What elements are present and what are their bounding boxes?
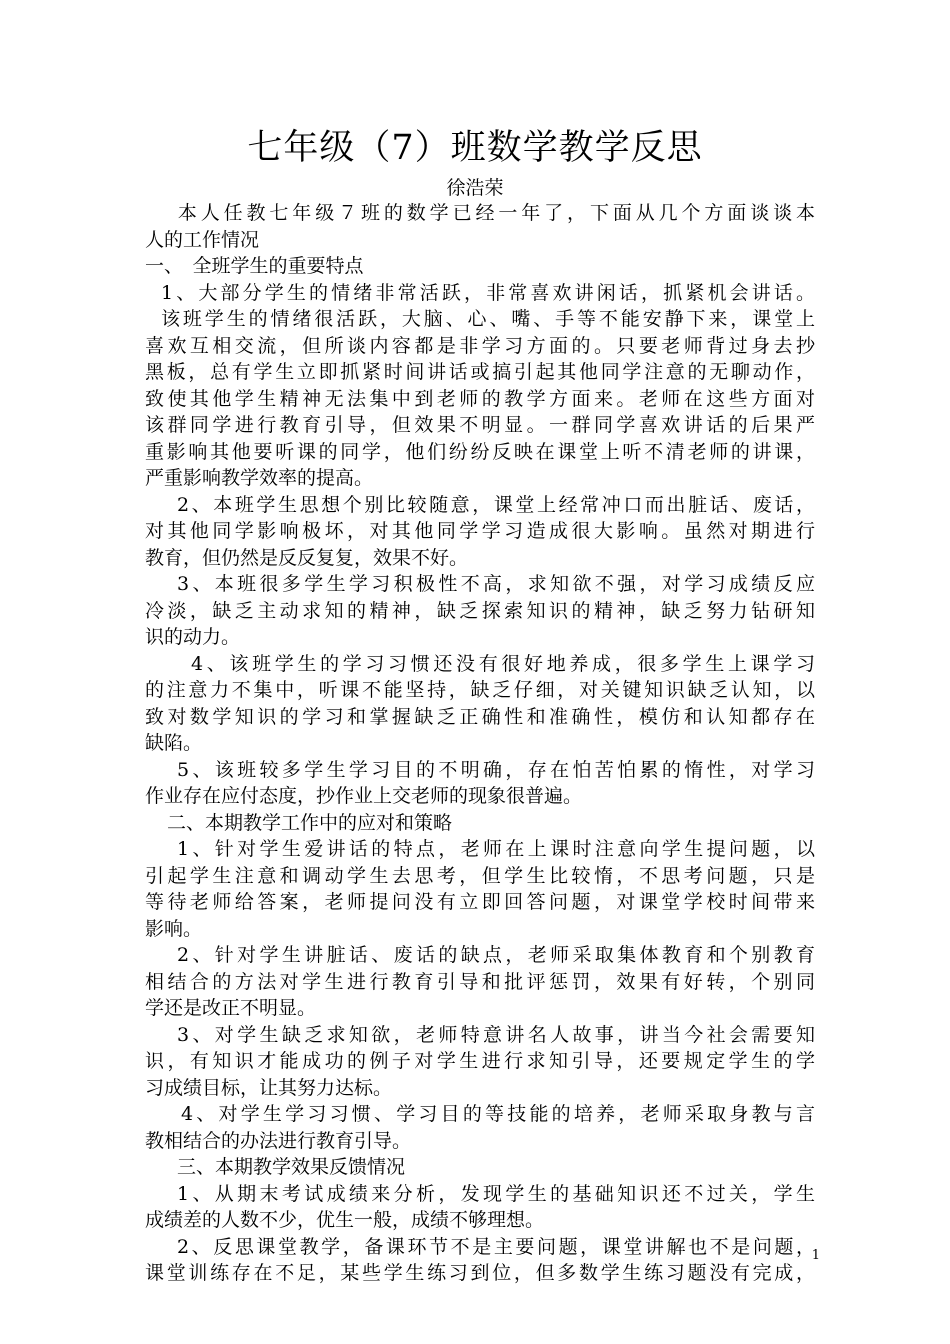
body-line: 教相结合的办法进行教育引导。 — [145, 1129, 412, 1152]
body-line: 致使其他学生精神无法集中到老师的教学方面来。老师在这些方面对 — [145, 387, 815, 410]
body-line: 等待老师给答案，老师提问没有立即回答问题，对课堂学校时间带来 — [145, 891, 815, 913]
body-line: 致对数学知识的学习和掌握缺乏正确性和准确性，模仿和认知都存在 — [145, 705, 815, 728]
body-line: 4、对学生学习习惯、学习目的等技能的培养，老师采取身教与言 — [181, 1103, 815, 1125]
body-line: 成绩差的人数不少，优生一般，成绩不够理想。 — [145, 1209, 545, 1231]
body-line: 1、大部分学生的情绪非常活跃，非常喜欢讲闲话，抓紧机会讲话。 — [161, 281, 815, 304]
body-line: 人的工作情况 — [145, 228, 260, 251]
body-line: 二、本期教学工作中的应对和策略 — [167, 811, 453, 834]
body-line: 本人任教七年级７班的数学已经一年了，下面从几个方面谈谈本 — [145, 202, 815, 224]
body-line: 重影响其他要听课的同学，他们纷纷反映在课堂上听不清老师的讲课， — [145, 440, 815, 463]
body-line: 2、针对学生讲脏话、废话的缺点，老师采取集体教育和个别教育 — [177, 944, 815, 966]
body-line: 2、反思课堂教学，备课环节不是主要问题，课堂讲解也不是问题， — [177, 1235, 815, 1258]
body-line: 缺陷。 — [145, 732, 203, 754]
body-line: 对其他同学影响极坏，对其他同学学习造成很大影响。虽然对期进行 — [145, 520, 815, 542]
body-line: 三、本期教学效果反馈情况 — [177, 1156, 406, 1178]
body-line: 1、从期末考试成绩来分析，发现学生的基础知识还不过关，学生 — [177, 1182, 815, 1205]
body-line: 习成绩目标，让其努力达标。 — [145, 1076, 393, 1099]
body-line: 作业存在应付态度，抄作业上交老师的现象很普遍。 — [145, 785, 583, 807]
body-line: 2、本班学生思想个别比较随意，课堂上经常冲口而出脏话、废话， — [177, 493, 815, 516]
body-line: 影响。 — [145, 917, 203, 940]
body-line: 4、该班学生的学习习惯还没有很好地养成，很多学生上课学习 — [191, 652, 815, 675]
body-line: 课堂训练存在不足，某些学生练习到位，但多数学生练习题没有完成， — [145, 1262, 815, 1284]
body-line: 5、该班较多学生学习目的不明确，存在怕苦怕累的惰性，对学习 — [177, 758, 815, 781]
body-line: 识的动力。 — [145, 626, 241, 648]
body-line: 教育，但仍然是反反复复，效果不好。 — [145, 546, 469, 569]
body-line: 识，有知识才能成功的例子对学生进行求知引导，还要规定学生的学 — [145, 1050, 815, 1072]
body-line: 一、 全班学生的重要特点 — [145, 255, 364, 277]
body-line: 相结合的方法对学生进行教育引导和批评惩罚，效果有好转，个别同 — [145, 970, 815, 993]
document-title: 七年级（7）班数学教学反思 — [247, 128, 703, 168]
body-line: 3、本班很多学生学习积极性不高，求知欲不强，对学习成绩反应 — [177, 573, 815, 595]
body-line: 3、对学生缺乏求知欲，老师特意讲名人故事，讲当今社会需要知 — [177, 1023, 815, 1046]
body-line: 该群同学进行教育引导，但效果不明显。一群同学喜欢讲话的后果严 — [145, 414, 815, 436]
body-line: 黑板，总有学生立即抓紧时间讲话或搞引起其他同学注意的无聊动作， — [145, 361, 815, 383]
page-number: 1 — [811, 1248, 820, 1263]
body-line: 喜欢互相交流，但所谈内容都是非学习方面的。只要老师背过身去抄 — [145, 334, 815, 357]
body-line: 引起学生注意和调动学生去思考，但学生比较惰，不思考问题，只是 — [145, 864, 815, 887]
document-author: 徐浩荣 — [446, 177, 504, 199]
body-line: 的注意力不集中，听课不能坚持，缺乏仔细，对关键知识缺乏认知，以 — [145, 679, 815, 701]
body-line: 1、针对学生爱讲话的特点，老师在上课时注意向学生提问题，以 — [177, 838, 815, 860]
document-body — [145, 200, 815, 1287]
body-line: 冷淡，缺乏主动求知的精神，缺乏探索知识的精神，缺乏努力钻研知 — [145, 599, 815, 622]
body-line: 该班学生的情绪很活跃，大脑、心、嘴、手等不能安静下来，课堂上 — [161, 308, 815, 330]
body-line: 严重影响教学效率的提高。 — [145, 467, 374, 489]
body-line: 学还是改正不明显。 — [145, 997, 317, 1019]
